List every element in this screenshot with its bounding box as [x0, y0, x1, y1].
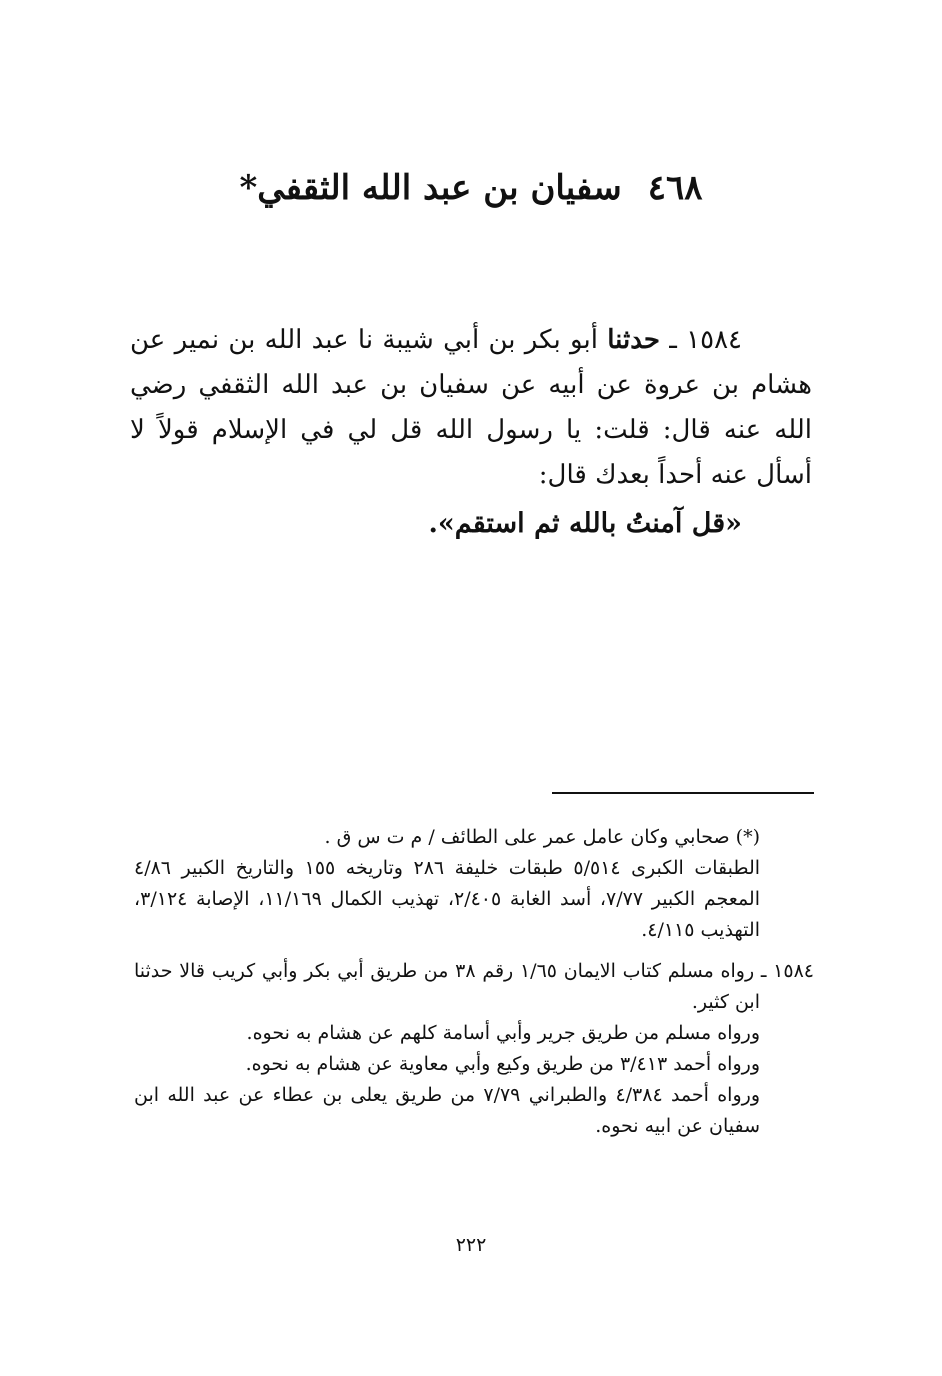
- entry-number: ٤٦٨: [647, 168, 703, 208]
- footnote-divider: [552, 792, 814, 794]
- footnotes: [134, 822, 814, 1142]
- footnote-muslim: ورواه مسلم من طريق جرير وأبي أسامة كلهم عن هشام به نحوه.: [246, 1022, 760, 1044]
- footnote-ahmad-1: ورواه أحمد ٣/٤١٣ من طريق وكيع وأبي معاوية عن هشام به نحوه.: [245, 1053, 760, 1075]
- entry-heading: [130, 166, 812, 210]
- hadith-text: [130, 318, 812, 498]
- footnote-star: (*) صحابي وكان عامل عمر على الطائف / م ت س ق .: [324, 826, 760, 848]
- footnote-sources: الطبقات الكبرى ٥/٥١٤ طبقات خليفة ٢٨٦ وتاريخه ١٥٥ والتاريخ الكبير ٤/٨٦ المعجم الكبير ٧/٧٧، أسد الغابة ٢/٤٠٥، تهذيب الكمال ١١/١٦٩، الإصابة ٣/١٢٤، التهذيب ٤/١١٥.: [134, 857, 761, 941]
- footnote-ahmad-2: ورواه أحمد ٤/٣٨٤ والطبراني ٧/٧٩ من طريق يعلى بن عطاء عن عبد الله ابن سفيان عن ابيه نحوه.: [134, 1084, 760, 1137]
- footnote-hadith: ١٥٨٤ ـ رواه مسلم كتاب الايمان ١/٦٥ رقم ٣٨ من طريق أبي بكر وأبي كريب قالا حدثنا ابن كثير.: [134, 960, 814, 1013]
- hadith-number: ١٥٨٤: [686, 325, 743, 355]
- hadith-separator: ـ: [659, 325, 687, 355]
- hadith-body: أبو بكر بن أبي شيبة نا عبد الله بن نمير عن هشام بن عروة عن أبيه عن سفيان بن عبد الله الثقفي رضي الله عنه قال: قلت: يا رسول الله قل لي في الإسلام قولاً لا أسأل عنه أحداً بعدك قال:: [130, 325, 812, 490]
- page-number: ٢٢٢: [455, 1234, 487, 1256]
- prophetic-quote: «قل آمنتُ بالله ثم استقم».: [428, 508, 742, 539]
- entry-title: سفيان بن عبد الله الثقفي*: [239, 168, 622, 208]
- hadith-paragraph: [130, 318, 812, 498]
- hadith-lead-word: حدثنا: [607, 325, 660, 355]
